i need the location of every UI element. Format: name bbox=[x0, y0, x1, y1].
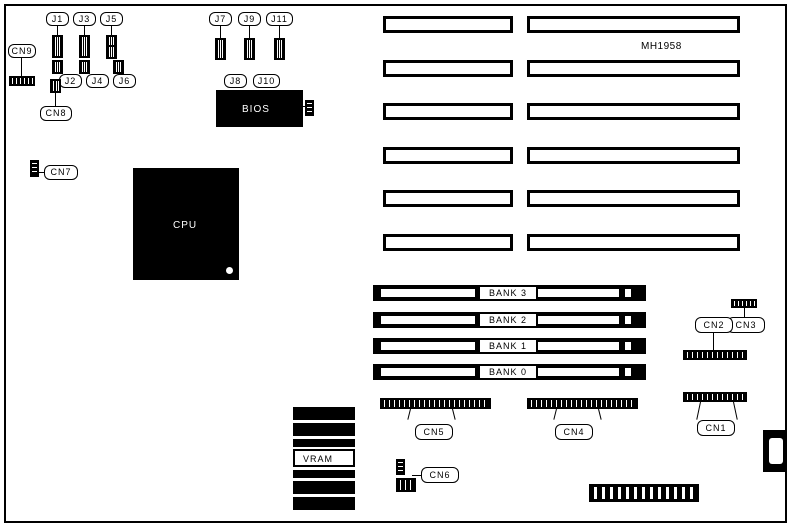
simm-bank-1-label: BANK 1 bbox=[478, 338, 538, 354]
expansion-slot bbox=[383, 234, 513, 251]
leader-line bbox=[713, 333, 714, 350]
jumper-label-j6: J6 bbox=[113, 74, 136, 88]
vram-chip bbox=[293, 470, 355, 478]
expansion-slot bbox=[383, 147, 513, 164]
jumper-block-j3 bbox=[79, 35, 90, 58]
connector-header-cn9 bbox=[9, 76, 35, 86]
connector-header-cn4 bbox=[527, 398, 638, 409]
expansion-slot bbox=[527, 147, 740, 164]
jumper-block-j1 bbox=[52, 35, 63, 58]
vram-chip bbox=[293, 497, 355, 510]
leader-line bbox=[279, 26, 280, 38]
expansion-slot bbox=[383, 60, 513, 77]
expansion-slot bbox=[527, 60, 740, 77]
vram-chip bbox=[293, 481, 355, 494]
connector-label-cn7: CN7 bbox=[44, 165, 78, 180]
connector-label-cn8: CN8 bbox=[40, 106, 72, 121]
board-id-text: MH1958 bbox=[641, 41, 682, 52]
jumper-label-j10: J10 bbox=[253, 74, 280, 88]
jumper-block-j7 bbox=[215, 38, 226, 60]
leader-line bbox=[220, 26, 221, 38]
vram-label: VRAM bbox=[303, 454, 334, 464]
jumper-block-j4 bbox=[79, 60, 90, 74]
leader-line bbox=[111, 26, 112, 35]
connector-header-cn6-top bbox=[396, 459, 405, 475]
connector-label-cn5: CN5 bbox=[415, 424, 453, 440]
leader-line bbox=[21, 58, 22, 76]
connector-label-cn9: CN9 bbox=[8, 44, 36, 58]
expansion-slot bbox=[527, 190, 740, 207]
expansion-slot bbox=[383, 16, 513, 33]
expansion-slot bbox=[527, 103, 740, 120]
simm-bank-0-label: BANK 0 bbox=[478, 364, 538, 380]
connector-label-cn6: CN6 bbox=[421, 467, 459, 483]
connector-header-cn2 bbox=[683, 350, 747, 360]
connector-header-cn5 bbox=[380, 398, 491, 409]
jumper-block-j9 bbox=[244, 38, 255, 60]
expansion-slot bbox=[383, 190, 513, 207]
connector-header-cn8 bbox=[50, 79, 61, 93]
jumper-block-j2 bbox=[52, 60, 63, 74]
leader-line bbox=[744, 308, 745, 317]
jumper-block-j6 bbox=[113, 60, 124, 74]
bios-label: BIOS bbox=[242, 104, 270, 115]
connector-header-cn6 bbox=[396, 478, 416, 492]
jumper-label-j1: J1 bbox=[46, 12, 69, 26]
vram-chip bbox=[293, 439, 355, 447]
connector-header-cn3 bbox=[731, 299, 757, 308]
leader-line bbox=[55, 93, 56, 106]
jumper-label-j5: J5 bbox=[100, 12, 123, 26]
vram-chip bbox=[293, 407, 355, 420]
simm-bank-2-label: BANK 2 bbox=[478, 312, 538, 328]
jumper-label-j3: J3 bbox=[73, 12, 96, 26]
connector-header-cn7 bbox=[30, 160, 39, 177]
jumper-block-j6-upper bbox=[106, 45, 117, 59]
cpu-label: CPU bbox=[173, 220, 198, 231]
simm-bank-3-label: BANK 3 bbox=[478, 285, 538, 301]
leader-line bbox=[57, 26, 58, 35]
bottom-edge-connector bbox=[589, 484, 699, 502]
jumper-label-j2: J2 bbox=[59, 74, 82, 88]
keyboard-din-connector bbox=[763, 430, 787, 472]
expansion-slot bbox=[383, 103, 513, 120]
expansion-slot bbox=[527, 234, 740, 251]
connector-header-cn1 bbox=[683, 392, 747, 402]
connector-label-cn2: CN2 bbox=[695, 317, 733, 333]
bios-pin-header bbox=[305, 100, 314, 116]
connector-label-cn4: CN4 bbox=[555, 424, 593, 440]
leader-line bbox=[249, 26, 250, 38]
jumper-label-j7: J7 bbox=[209, 12, 232, 26]
connector-label-cn1: CN1 bbox=[697, 420, 735, 436]
jumper-label-j11: J11 bbox=[266, 12, 293, 26]
jumper-label-j4: J4 bbox=[86, 74, 109, 88]
expansion-slot bbox=[527, 16, 740, 33]
vram-chip bbox=[293, 423, 355, 436]
jumper-label-j9: J9 bbox=[238, 12, 261, 26]
leader-line bbox=[84, 26, 85, 35]
connector-label-cn3: CN3 bbox=[727, 317, 765, 333]
jumper-block-j11 bbox=[274, 38, 285, 60]
jumper-label-j8: J8 bbox=[224, 74, 247, 88]
